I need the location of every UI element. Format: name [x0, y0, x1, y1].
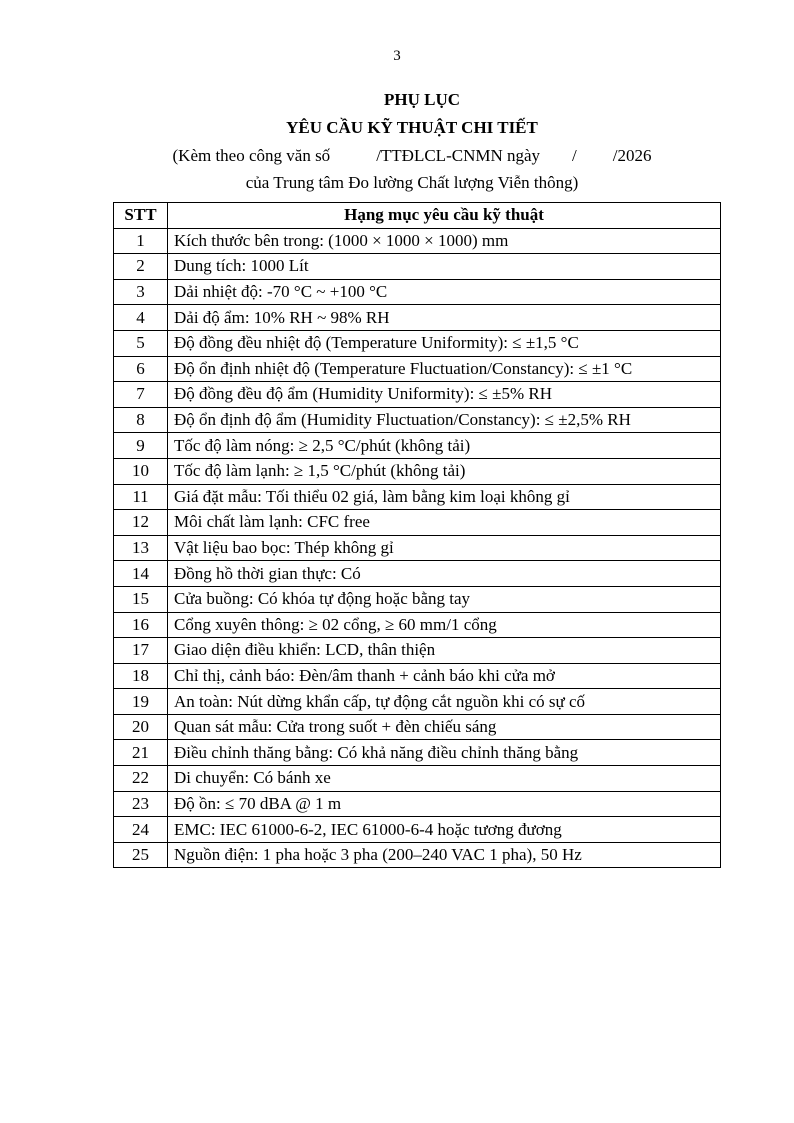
- table-row: [114, 458, 721, 484]
- row-stt: 13: [114, 535, 168, 561]
- table-row: [114, 791, 721, 817]
- table-row: [114, 638, 721, 664]
- row-requirement: Giá đặt mẫu: Tối thiểu 02 giá, làm bằng kim loại không gỉ: [168, 484, 721, 510]
- row-stt: 23: [114, 791, 168, 817]
- appendix-title: PHỤ LỤC: [383, 90, 461, 109]
- row-requirement: Độ ồn: ≤ 70 dBA @ 1 m: [168, 791, 721, 817]
- table-row: [114, 561, 721, 587]
- reference-slash: /: [572, 146, 577, 165]
- title-block: [0, 88, 794, 194]
- row-requirement: Chỉ thị, cảnh báo: Đèn/âm thanh + cảnh báo khi cửa mở: [168, 663, 721, 689]
- table-row: [114, 740, 721, 766]
- issuer-line: của Trung tâm Đo lường Chất lượng Viễn thông): [245, 173, 579, 192]
- row-stt: 14: [114, 561, 168, 587]
- row-stt: 20: [114, 714, 168, 740]
- table-row: [114, 612, 721, 638]
- row-requirement: Độ đồng đều nhiệt độ (Temperature Uniformity): ≤ ±1,5 °C: [168, 330, 721, 356]
- reference-code: /TTĐLCL-CNMN ngày: [376, 146, 541, 165]
- row-stt: 18: [114, 663, 168, 689]
- row-requirement: Nguồn điện: 1 pha hoặc 3 pha (200–240 VAC 1 pha), 50 Hz: [168, 842, 721, 868]
- header-requirement: Hạng mục yêu cầu kỹ thuật: [168, 203, 721, 229]
- row-stt: 17: [114, 638, 168, 664]
- row-requirement: Di chuyển: Có bánh xe: [168, 766, 721, 792]
- row-stt: 3: [114, 279, 168, 305]
- row-requirement: Dải nhiệt độ: -70 °C ~ +100 °C: [168, 279, 721, 305]
- row-stt: 15: [114, 586, 168, 612]
- row-requirement: Dung tích: 1000 Lít: [168, 254, 721, 280]
- reference-year: /2026: [612, 146, 652, 165]
- row-requirement: An toàn: Nút dừng khẩn cấp, tự động cắt nguồn khi có sự cố: [168, 689, 721, 715]
- table-row: [114, 254, 721, 280]
- table-row: [114, 689, 721, 715]
- appendix-subtitle: YÊU CẦU KỸ THUẬT CHI TIẾT: [286, 118, 538, 137]
- requirements-table: [113, 202, 721, 868]
- table-row: [114, 586, 721, 612]
- table-row: [114, 714, 721, 740]
- row-stt: 16: [114, 612, 168, 638]
- row-stt: 6: [114, 356, 168, 382]
- row-requirement: Độ ổn định nhiệt độ (Temperature Fluctuation/Constancy): ≤ ±1 °C: [168, 356, 721, 382]
- row-requirement: EMC: IEC 61000-6-2, IEC 61000-6-4 hoặc tương đương: [168, 817, 721, 843]
- reference-prefix: (Kèm theo công văn số: [172, 146, 331, 165]
- table-row: [114, 766, 721, 792]
- row-stt: 9: [114, 433, 168, 459]
- row-stt: 19: [114, 689, 168, 715]
- table-row: [114, 279, 721, 305]
- row-requirement: Điều chỉnh thăng bằng: Có khả năng điều chỉnh thăng bằng: [168, 740, 721, 766]
- row-requirement: Đồng hồ thời gian thực: Có: [168, 561, 721, 587]
- table-row: [114, 817, 721, 843]
- row-requirement: Độ ổn định độ ẩm (Humidity Fluctuation/Constancy): ≤ ±2,5% RH: [168, 407, 721, 433]
- table-row: [114, 663, 721, 689]
- row-stt: 24: [114, 817, 168, 843]
- row-requirement: Độ đồng đều độ ẩm (Humidity Uniformity): ≤ ±5% RH: [168, 382, 721, 408]
- table-row: [114, 484, 721, 510]
- row-stt: 21: [114, 740, 168, 766]
- table-row: [114, 305, 721, 331]
- table-row: [114, 330, 721, 356]
- row-requirement: Vật liệu bao bọc: Thép không gỉ: [168, 535, 721, 561]
- header-stt: STT: [114, 203, 168, 229]
- table-row: [114, 842, 721, 868]
- table-row: [114, 356, 721, 382]
- row-stt: 1: [114, 228, 168, 254]
- row-requirement: Giao diện điều khiển: LCD, thân thiện: [168, 638, 721, 664]
- row-requirement: Quan sát mẫu: Cửa trong suốt + đèn chiếu sáng: [168, 714, 721, 740]
- row-stt: 25: [114, 842, 168, 868]
- row-stt: 4: [114, 305, 168, 331]
- row-requirement: Dải độ ẩm: 10% RH ~ 98% RH: [168, 305, 721, 331]
- table-row: [114, 433, 721, 459]
- row-stt: 11: [114, 484, 168, 510]
- row-stt: 22: [114, 766, 168, 792]
- row-requirement: Tốc độ làm nóng: ≥ 2,5 °C/phút (không tải): [168, 433, 721, 459]
- table-header-row: [114, 203, 721, 229]
- row-stt: 8: [114, 407, 168, 433]
- row-requirement: Môi chất làm lạnh: CFC free: [168, 510, 721, 536]
- table-row: [114, 535, 721, 561]
- reference-line: [30, 145, 794, 167]
- table-row: [114, 382, 721, 408]
- table-row: [114, 407, 721, 433]
- row-stt: 12: [114, 510, 168, 536]
- row-stt: 10: [114, 458, 168, 484]
- table-row: [114, 510, 721, 536]
- row-stt: 5: [114, 330, 168, 356]
- table-row: [114, 228, 721, 254]
- page-number: 3: [393, 48, 401, 64]
- row-stt: 7: [114, 382, 168, 408]
- row-stt: 2: [114, 254, 168, 280]
- row-requirement: Tốc độ làm lạnh: ≥ 1,5 °C/phút (không tải): [168, 458, 721, 484]
- row-requirement: Cổng xuyên thông: ≥ 02 cổng, ≥ 60 mm/1 cổng: [168, 612, 721, 638]
- row-requirement: Kích thước bên trong: (1000 × 1000 × 1000) mm: [168, 228, 721, 254]
- row-requirement: Cửa buồng: Có khóa tự động hoặc bằng tay: [168, 586, 721, 612]
